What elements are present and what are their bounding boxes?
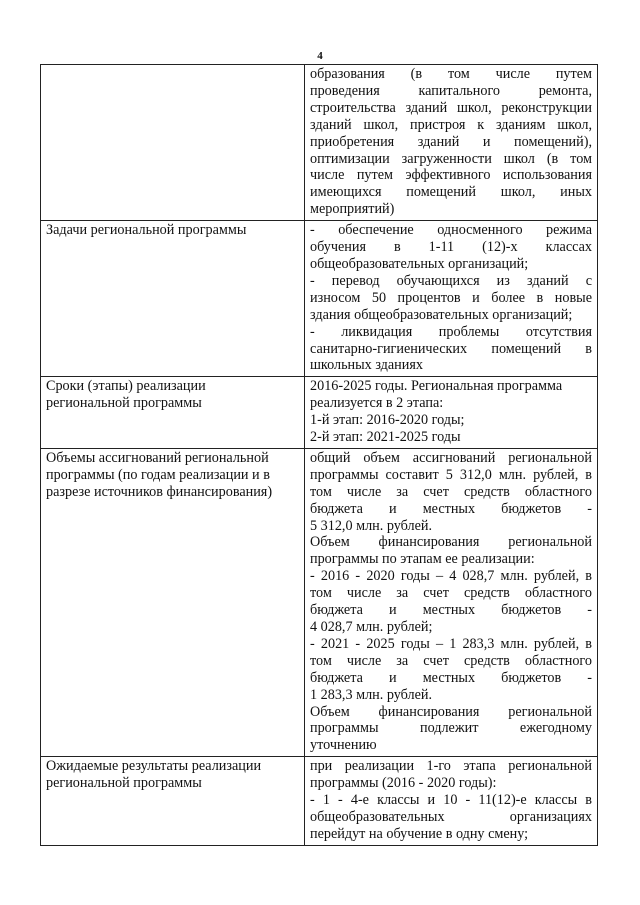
row-value-line: - 2021 - 2025 годы – 1 283,3 млн. рублей, в	[310, 635, 592, 652]
row-label-cell	[41, 65, 305, 221]
row-value-line: программы составит 5 312,0 млн. рублей, в	[310, 466, 592, 483]
row-value-cell	[305, 757, 598, 846]
row-value-line: бюджета и местных бюджетов -	[310, 602, 592, 619]
row-value-line: реализуется в 2 этапа:	[310, 395, 444, 412]
row-value-line: уточнению	[310, 737, 377, 754]
row-value-line: строительства зданий школ, реконструкции	[310, 99, 592, 116]
row-label-line: разрезе источников финансирования)	[46, 483, 273, 500]
row-value-line: оптимизации загруженности школ (в том	[310, 150, 592, 167]
row-value-cell	[305, 377, 598, 449]
row-value-line: обучения в 1-11 (12)-х классах	[310, 239, 592, 256]
row-value-line: - 1 - 4-е классы и 10 - 11(12)-е классы в	[310, 792, 592, 809]
row-value-line: приобретения зданий и помещений),	[310, 133, 592, 150]
row-value-line: износом 50 процентов и более в новые	[310, 289, 592, 306]
row-value-line: бюджета и местных бюджетов -	[310, 669, 592, 686]
row-label-cell	[41, 448, 305, 756]
row-label-line: Ожидаемые результаты реализации	[46, 758, 262, 775]
row-label-line: региональной программы	[46, 395, 202, 412]
row-value-line: числе путем эффективного использования	[310, 167, 592, 184]
row-value-line: проведения капитального ремонта,	[310, 82, 592, 99]
table-row	[41, 65, 598, 221]
row-value-line: школьных зданиях	[310, 357, 423, 374]
row-value-line: общеобразовательных организаций;	[310, 255, 529, 272]
row-value-line: общий объем ассигнований региональной	[310, 449, 592, 466]
row-value-line: программы подлежит ежегодному	[310, 720, 592, 737]
row-value-line: том числе за счет средств областного	[310, 585, 592, 602]
row-value-line: том числе за счет средств областного	[310, 483, 592, 500]
row-value-line: - перевод обучающихся из зданий с	[310, 272, 592, 289]
row-value-line: - ликвидация проблемы отсутствия	[310, 323, 592, 340]
row-value-line: здания общеобразовательных организаций;	[310, 306, 573, 323]
row-value-line: 1 283,3 млн. рублей.	[310, 686, 433, 703]
program-passport-table	[40, 64, 598, 846]
row-value-line: 4 028,7 млн. рублей;	[310, 619, 433, 635]
row-value-line: имеющихся помещений школ, иных	[310, 184, 592, 201]
row-value-line: программы по этапам ее реализации:	[310, 551, 535, 568]
row-value-cell	[305, 448, 598, 756]
table-row	[41, 757, 598, 846]
row-label-line: Объемы ассигнований региональной	[46, 449, 269, 466]
row-value-line: санитарно-гигиенических помещений в	[310, 340, 592, 357]
table-row	[41, 448, 598, 756]
row-value-line: - 2016 - 2020 годы – 4 028,7 млн. рублей, в	[310, 568, 592, 585]
row-label-cell	[41, 757, 305, 846]
row-value-line: программы (2016 - 2020 годы):	[310, 775, 497, 792]
row-value-cell	[305, 65, 598, 221]
table-body	[41, 65, 598, 846]
row-label-line: региональной программы	[46, 775, 202, 792]
row-value-line: зданий школ, пристроя к зданиям школ,	[310, 116, 592, 133]
table-row	[41, 221, 598, 377]
row-value-line: образования (в том числе путем	[310, 66, 592, 82]
row-value-cell	[305, 221, 598, 377]
row-value-line: при реализации 1-го этапа региональной	[310, 758, 592, 775]
page-number: 4	[317, 50, 323, 62]
row-label-line: Сроки (этапы) реализации	[46, 378, 206, 395]
row-value-line: 1-й этап: 2016-2020 годы;	[310, 412, 465, 429]
row-value-line: мероприятий)	[310, 201, 395, 218]
row-value-line: 2-й этап: 2021-2025 годы	[310, 429, 461, 446]
row-value-line: 2016-2025 годы. Региональная программа	[310, 378, 563, 395]
row-value-line: бюджета и местных бюджетов -	[310, 500, 592, 517]
row-label-cell	[41, 377, 305, 449]
row-label-line: программы (по годам реализации и в	[46, 466, 270, 483]
row-value-line: перейдут на обучение в одну смену;	[310, 825, 529, 842]
row-label-line: Задачи региональной программы	[46, 222, 247, 239]
row-value-line: том числе за счет средств областного	[310, 652, 592, 669]
row-value-line: Объем финансирования региональной	[310, 703, 592, 720]
row-value-line: Объем финансирования региональной	[310, 534, 592, 551]
row-value-line: 5 312,0 млн. рублей.	[310, 517, 433, 534]
row-value-line: - обеспечение односменного режима	[310, 222, 592, 239]
row-label-cell	[41, 221, 305, 377]
row-value-line: общеобразовательных организациях	[310, 808, 592, 825]
table-row	[41, 377, 598, 449]
